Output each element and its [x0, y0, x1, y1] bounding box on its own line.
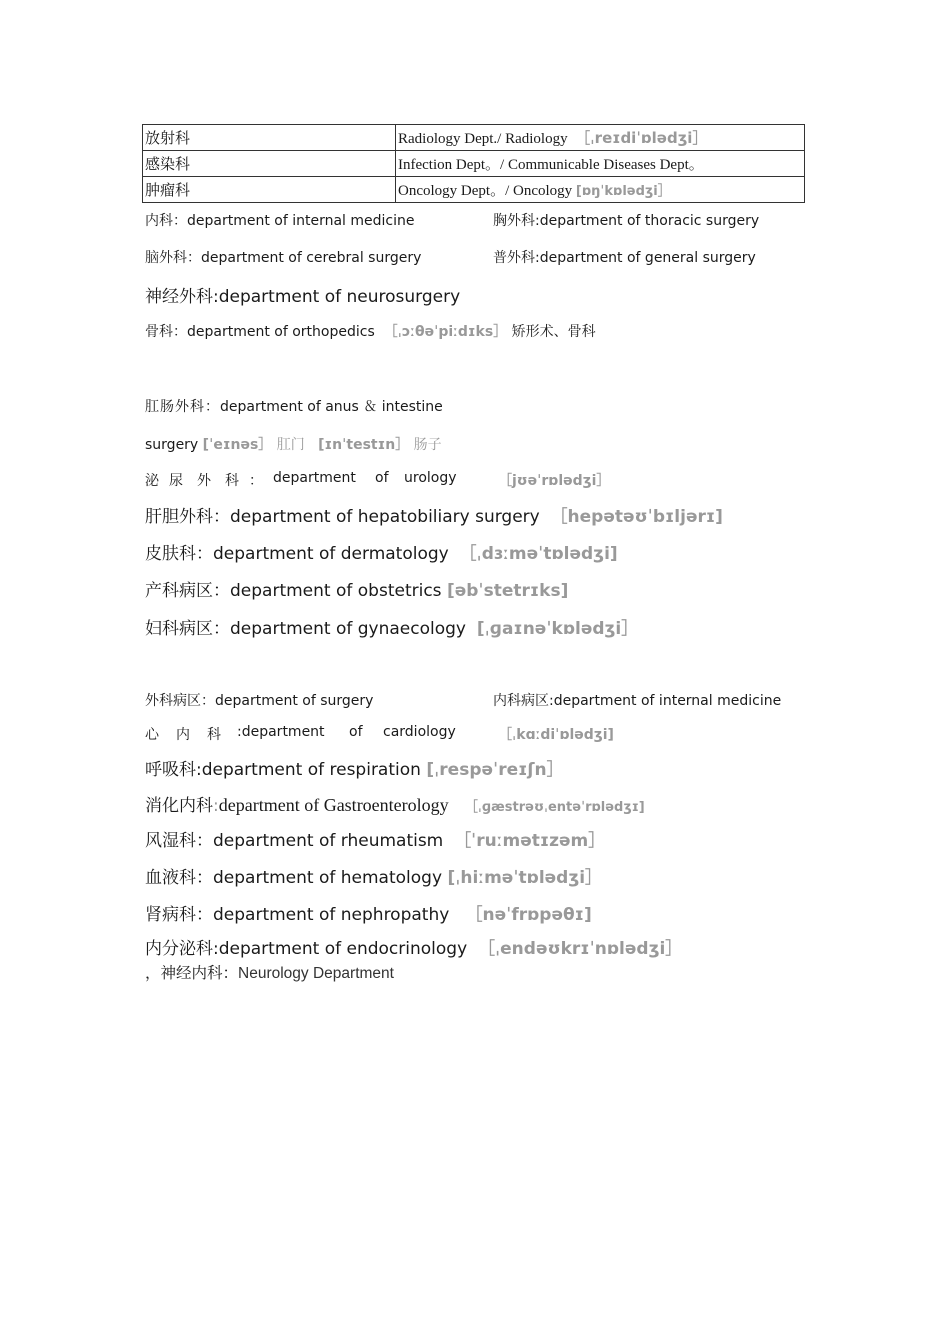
entry-internal-medicine-ward: 内科病区:department of internal medicine	[493, 693, 782, 709]
phonetic: [ˌɡaɪnəˈkɒlədʒi］	[476, 619, 639, 639]
entry-internal-medicine: 内科：department of internal medicine	[145, 213, 415, 229]
entry-orthopedics: 骨科：department of orthopedics ［ˌɔːθəˈpiːdɪks］ 矫形术、骨科	[145, 324, 596, 340]
phonetic: ［ˌdɜːməˈtɒlədʒi]	[459, 544, 618, 564]
entry-neurology: ，神经内科：Neurology Department	[145, 964, 394, 982]
entry-hepatobiliary: 肝胆外科：department of hepatobiliary surgery ［hepətəʊˈbɪljərɪ]	[145, 507, 723, 527]
entry-gynaecology: 妇科病区：department of gynaecology [ˌɡaɪnəˈkɒlədʒi］	[145, 619, 639, 639]
entry-surgery-ward: 外科病区：department of surgery	[145, 693, 374, 709]
department-table	[142, 124, 805, 203]
table-cell-en: Radiology Dept./ Radiology ［ˌreɪdiˈɒlədʒi］	[396, 125, 805, 151]
entry-endocrinology: 内分泌科:department of endocrinology ［ˌendəʊkrɪˈnɒlədʒi］	[145, 939, 683, 959]
table-cell-en: Oncology Dept。/ Oncology [ɒŋˈkɒlədʒi］	[396, 177, 805, 203]
phonetic: ［ˌkɑːdiˈɒlədʒi]	[498, 727, 614, 743]
entry-neurosurgery: 神经外科:department of neurosurgery	[145, 287, 461, 307]
phonetic: ［ˌendəʊkrɪˈnɒlədʒi］	[477, 939, 683, 959]
table-cell-en: Infection Dept。/ Communicable Diseases Dept。	[396, 151, 805, 177]
phonetic: [ˌhiːməˈtɒlədʒi］	[447, 868, 603, 888]
table-row	[143, 125, 805, 151]
entry-respiration: 呼吸科:department of respiration [ˌrespəˈreɪʃn］	[145, 760, 564, 780]
phonetic: [ˌrespəˈreɪʃn］	[426, 760, 564, 780]
entry-nephropathy: 肾病科：department of nephropathy ［nəˈfrɒpəθɪ]	[145, 905, 592, 925]
entry-obstetrics: 产科病区：department of obstetrics [əbˈstetrɪks]	[145, 581, 569, 601]
phonetic: ［ˌɡæstrəʊˌentəˈrɒlədʒɪ]	[464, 800, 645, 815]
entry-gastroenterology: 消化内科:department of Gastroenterology ［ˌɡæstrəʊˌentəˈrɒlədʒɪ]	[145, 795, 645, 816]
phonetic: ［ˌreɪdiˈɒlədʒi］	[582, 129, 708, 147]
table-row	[143, 151, 805, 177]
phonetic: ［nəˈfrɒpəθɪ]	[465, 905, 592, 925]
entry-dermatology: 皮肤科：department of dermatology ［ˌdɜːməˈtɒlədʒi]	[145, 544, 618, 564]
table-row	[143, 177, 805, 203]
phonetic: ［hepətəʊˈbɪljərɪ]	[550, 507, 723, 527]
phonetic: [ɪnˈtestɪn］	[318, 437, 410, 453]
table-cell-cn: 感染科	[143, 151, 396, 177]
entry-anus-intestine: 肛肠外科：department of anus ＆ intestine	[145, 399, 443, 415]
entry-general-surgery: 普外科:department of general surgery	[493, 250, 756, 266]
document-page: 放射科 Radiology Dept./ Radiology ［ˌreɪdiˈɒlədʒi］ 感染科 Infection Dept。/ Communicable Diseases Dept。 肿瘤科 Oncology Dept。/ Oncology [ɒŋˈkɒlədʒi］ 内科：department of internal medicine 胸外科:department of thoracic surgery 脑外科：department of cerebral surgery 普外科:department of general surgery 神经外科:department of neurosurgery 骨科：department of orthopedics ［ˌɔːθəˈpiːdɪks］ 矫形术、骨科 肛肠外科：department of anus ＆ intestine surgery [ˈeɪnəs］ 肛门 [ɪnˈtestɪn］ 肠子 泌 尿 外 科 ： department of urology ［jʊəˈrɒlədʒi］ 肝胆外科：department of hepatobiliary surgery ［hepətəʊˈbɪljərɪ] 皮肤科：department of dermatology ［ˌdɜːməˈtɒlədʒi] 产科病区：department of obstetrics [əbˈstetrɪks] 妇科病区：department of gynaecology [ˌɡaɪnəˈkɒlədʒi］ 外科病区：department of surgery 内科病区:department of internal medicine 心 内 科 :department of cardiology ［ˌkɑːdiˈɒlədʒi] 呼吸科:department of respiration [ˌrespəˈreɪʃn］ 消化内科:department of Gastroenterology ［ˌɡæstrəʊˌentəˈrɒlədʒɪ] 风湿科：department of rheumatism ［ˈruːmətɪzəm］ 血液科：department of hematology [ˌhiːməˈtɒlədʒi］ 肾病科：department of nephropathy ［nəˈfrɒpəθɪ] 内分泌科:department of endocrinology ［ˌendəʊkrɪˈnɒlədʒi］ ，神经内科：Neurology Department	[0, 0, 950, 1344]
entry-hematology: 血液科：department of hematology [ˌhiːməˈtɒlədʒi］	[145, 868, 603, 888]
phonetic: [ˈeɪnəs］	[202, 437, 273, 453]
entry-cerebral-surgery: 脑外科：department of cerebral surgery	[145, 250, 422, 266]
phonetic: ［ˈruːmətɪzəm］	[454, 831, 606, 851]
phonetic: ［ˌɔːθəˈpiːdɪks］	[383, 324, 508, 340]
phonetic: [ɒŋˈkɒlədʒi］	[575, 184, 671, 199]
phonetic: ［jʊəˈrɒlədʒi］	[498, 473, 611, 489]
entry-thoracic-surgery: 胸外科:department of thoracic surgery	[493, 213, 760, 229]
phonetic: [əbˈstetrɪks]	[446, 581, 569, 601]
table-cell-cn: 肿瘤科	[143, 177, 396, 203]
table-cell-cn: 放射科	[143, 125, 396, 151]
entry-anus-intestine-cont: surgery [ˈeɪnəs］ 肛门 [ɪnˈtestɪn］ 肠子	[145, 437, 442, 453]
entry-rheumatism: 风湿科：department of rheumatism ［ˈruːmətɪzəm］	[145, 831, 606, 851]
